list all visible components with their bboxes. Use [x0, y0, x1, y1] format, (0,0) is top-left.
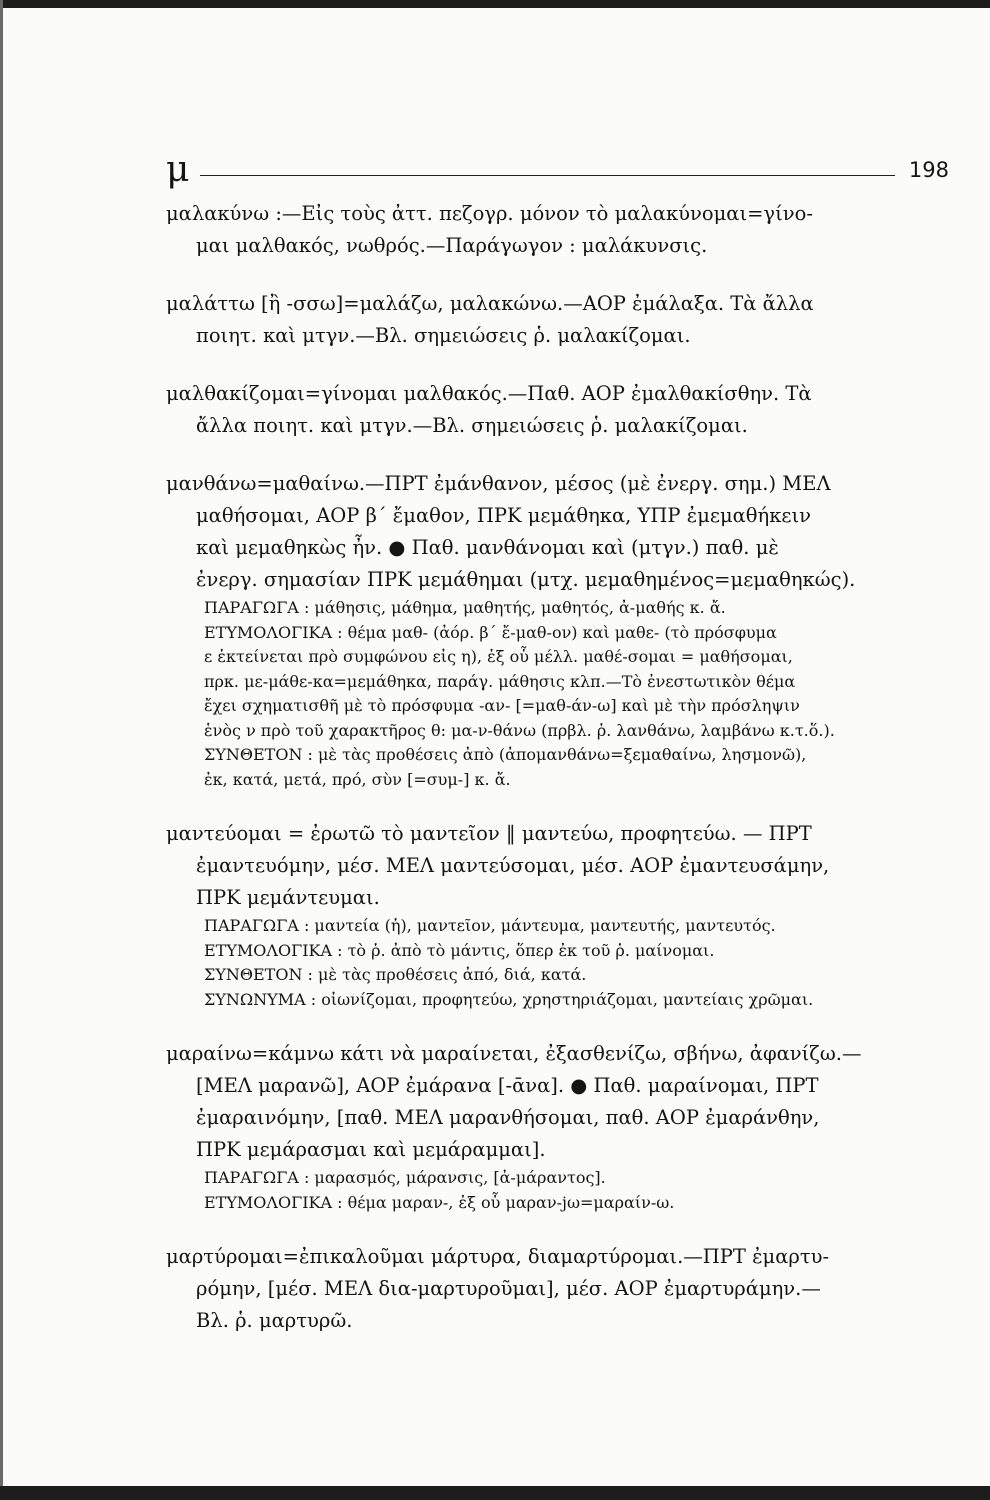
note-etymologika: ΕΤΥΜΟΛΟΓΙΚΑ : τὸ ῥ. ἀπὸ τὸ μάντις, ὅπερ ἐκ τοῦ ῥ. μαίνομαι. [204, 940, 715, 960]
scan-border-bottom [0, 1486, 990, 1500]
scan-border-left [0, 0, 3, 1500]
entry-line: μαντεύομαι = ἐρωτῶ τὸ μαντεῖον ‖ μαντεύω, προφητεύω. — ΠΡΤ [166, 822, 812, 845]
note-line: πρκ. με-μάθε-κα=μεμάθηκα, παράγ. μάθησις κλπ.—Τὸ ἐνεστωτικὸν θέμα [204, 671, 796, 691]
header-rule [200, 175, 895, 176]
entry-malthakizomai [166, 378, 951, 442]
entry-line: [ΜΕΛ μαρανῶ], ΑΟΡ ἐμάρανα [-ᾱνα]. ● Παθ. μαραίνομαι, ΠΡΤ [196, 1074, 819, 1097]
entry-martyromai [166, 1241, 951, 1337]
note-syntheton: ΣΥΝΘΕΤΟΝ : μὲ τὰς προθέσεις ἀπό, διά, κατά. [204, 965, 587, 984]
entry-maraino [166, 1038, 951, 1215]
entry-line: ποιητ. καὶ μτγν.—Βλ. σημειώσεις ῥ. μαλακίζομαι. [196, 324, 691, 347]
scan-border-top [0, 0, 990, 8]
entry-line: καὶ μεμαθηκὼς ἦν. ● Παθ. μανθάνομαι καὶ (μτγν.) παθ. μὲ [196, 536, 779, 559]
note-line: ἔχει σχηματισθῆ μὲ τὸ πρόσφυμα -αν- [=μαθ-άν-ω] καὶ μὲ τὴν πρόσληψιν [204, 696, 800, 715]
entry-notes [166, 1166, 951, 1215]
entry-line: μανθάνω=μαθαίνω.—ΠΡΤ ἐμάνθανον, μέσος (μὲ ἐνεργ. σημ.) ΜΕΛ [166, 472, 831, 495]
entry-malakyno [166, 198, 951, 262]
note-paragoga: ΠΑΡΑΓΩΓΑ : μαντεία (ἡ), μαντεῖον, μάντευμα, μαντευτής, μαντευτός. [204, 916, 776, 935]
note-paragoga: ΠΑΡΑΓΩΓΑ : μαρασμός, μάρανσις, [ἀ-μάραντος]. [204, 1168, 606, 1187]
entry-line: μαι μαλθακός, νωθρός.—Παράγωγον : μαλάκυνσις. [196, 234, 708, 257]
entry-line: μαραίνω=κάμνω κάτι νὰ μαραίνεται, ἐξασθενίζω, σβήνω, ἀφανίζω.— [166, 1042, 862, 1065]
entry-manteuomai [166, 818, 951, 1012]
note-line: ἑνὸς ν πρὸ τοῦ χαρακτῆρος θ: μα-ν-θάνω (πρβλ. ῥ. λανθάνω, λαμβάνω κ.τ.ὅ.). [204, 720, 835, 740]
entry-line: ΠΡΚ μεμάντευμαι. [196, 886, 380, 909]
entry-notes [166, 596, 951, 792]
entry-line: Βλ. ῥ. μαρτυρῶ. [196, 1309, 353, 1332]
entry-line: μαλθακίζομαι=γίνομαι μαλθακός.—Παθ. ΑΟΡ ἐμαλθακίσθην. Τὰ [166, 382, 812, 405]
note-paragoga: ΠΑΡΑΓΩΓΑ : μάθησις, μάθημα, μαθητής, μαθητός, ἀ-μαθής κ. ἄ. [204, 598, 726, 617]
entry-line: μαλακύνω :—Εἰς τοὺς ἀττ. πεζογρ. μόνον τὸ μαλακύνομαι=γίνο- [166, 202, 813, 225]
note-syntheton: ΣΥΝΘΕΤΟΝ : μὲ τὰς προθέσεις ἀπὸ (ἀπομανθάνω=ξεμαθαίνω, λησμονῶ), [204, 745, 807, 764]
entry-line: μαλάττω [ἢ -σσω]=μαλάζω, μαλακώνω.—ΑΟΡ ἐμάλαξα. Τὰ ἄλλα [166, 292, 814, 315]
entry-line: ἐνεργ. σημασίαν ΠΡΚ μεμάθημαι (μτχ. μεμαθημένος=μεμαθηκώς). [196, 568, 856, 591]
entry-line: ΠΡΚ μεμάρασμαι καὶ μεμάραμμαι]. [196, 1138, 546, 1161]
entry-manthano [166, 468, 951, 792]
note-etymologika: ΕΤΥΜΟΛΟΓΙΚΑ : θέμα μαραν-, ἐξ οὗ μαραν-jω=μαραίν-ω. [204, 1192, 675, 1212]
dictionary-page [166, 148, 951, 1363]
page-header [166, 148, 951, 198]
entry-line: μαθήσομαι, ΑΟΡ β΄ ἔμαθον, ΠΡΚ μεμάθηκα, ΥΠΡ ἐμεμαθήκειν [196, 504, 812, 527]
note-etymologika: ΕΤΥΜΟΛΟΓΙΚΑ : θέμα μαθ- (ἀόρ. β΄ ἔ-μαθ-ον) καὶ μαθε- (τὸ πρόσφυμα [204, 622, 777, 642]
page-number: 198 [908, 158, 949, 182]
entry-line: ἐμαραινόμην, [παθ. ΜΕΛ μαρανθήσομαι, παθ. ΑΟΡ ἐμαράνθην, [196, 1106, 820, 1129]
entry-line: ρόμην, [μέσ. ΜΕΛ δια-μαρτυροῦμαι], μέσ. ΑΟΡ ἐμαρτυράμην.— [196, 1277, 821, 1300]
entry-line: ἐμαντευόμην, μέσ. ΜΕΛ μαντεύσομαι, μέσ. ΑΟΡ ἐμαντευσάμην, [196, 854, 830, 877]
note-line: ε ἐκτείνεται πρὸ συμφώνου εἰς η), ἐξ οὗ μέλλ. μαθέ-σομαι = μαθήσομαι, [204, 647, 793, 666]
note-line: ἐκ, κατά, μετά, πρό, σὺν [=συμ-] κ. ἄ. [204, 769, 511, 789]
section-letter: μ [166, 149, 190, 190]
note-synonyma: ΣΥΝΩΝΥΜΑ : οἰωνίζομαι, προφητεύω, χρηστηριάζομαι, μαντείαις χρῶμαι. [204, 989, 814, 1009]
entry-line: μαρτύρομαι=ἐπικαλοῦμαι μάρτυρα, διαμαρτύρομαι.—ΠΡΤ ἐμαρτυ- [166, 1245, 830, 1268]
entry-notes [166, 914, 951, 1012]
entry-line: ἄλλα ποιητ. καὶ μτγν.—Βλ. σημειώσεις ῥ. μαλακίζομαι. [196, 414, 748, 437]
entry-malatto [166, 288, 951, 352]
